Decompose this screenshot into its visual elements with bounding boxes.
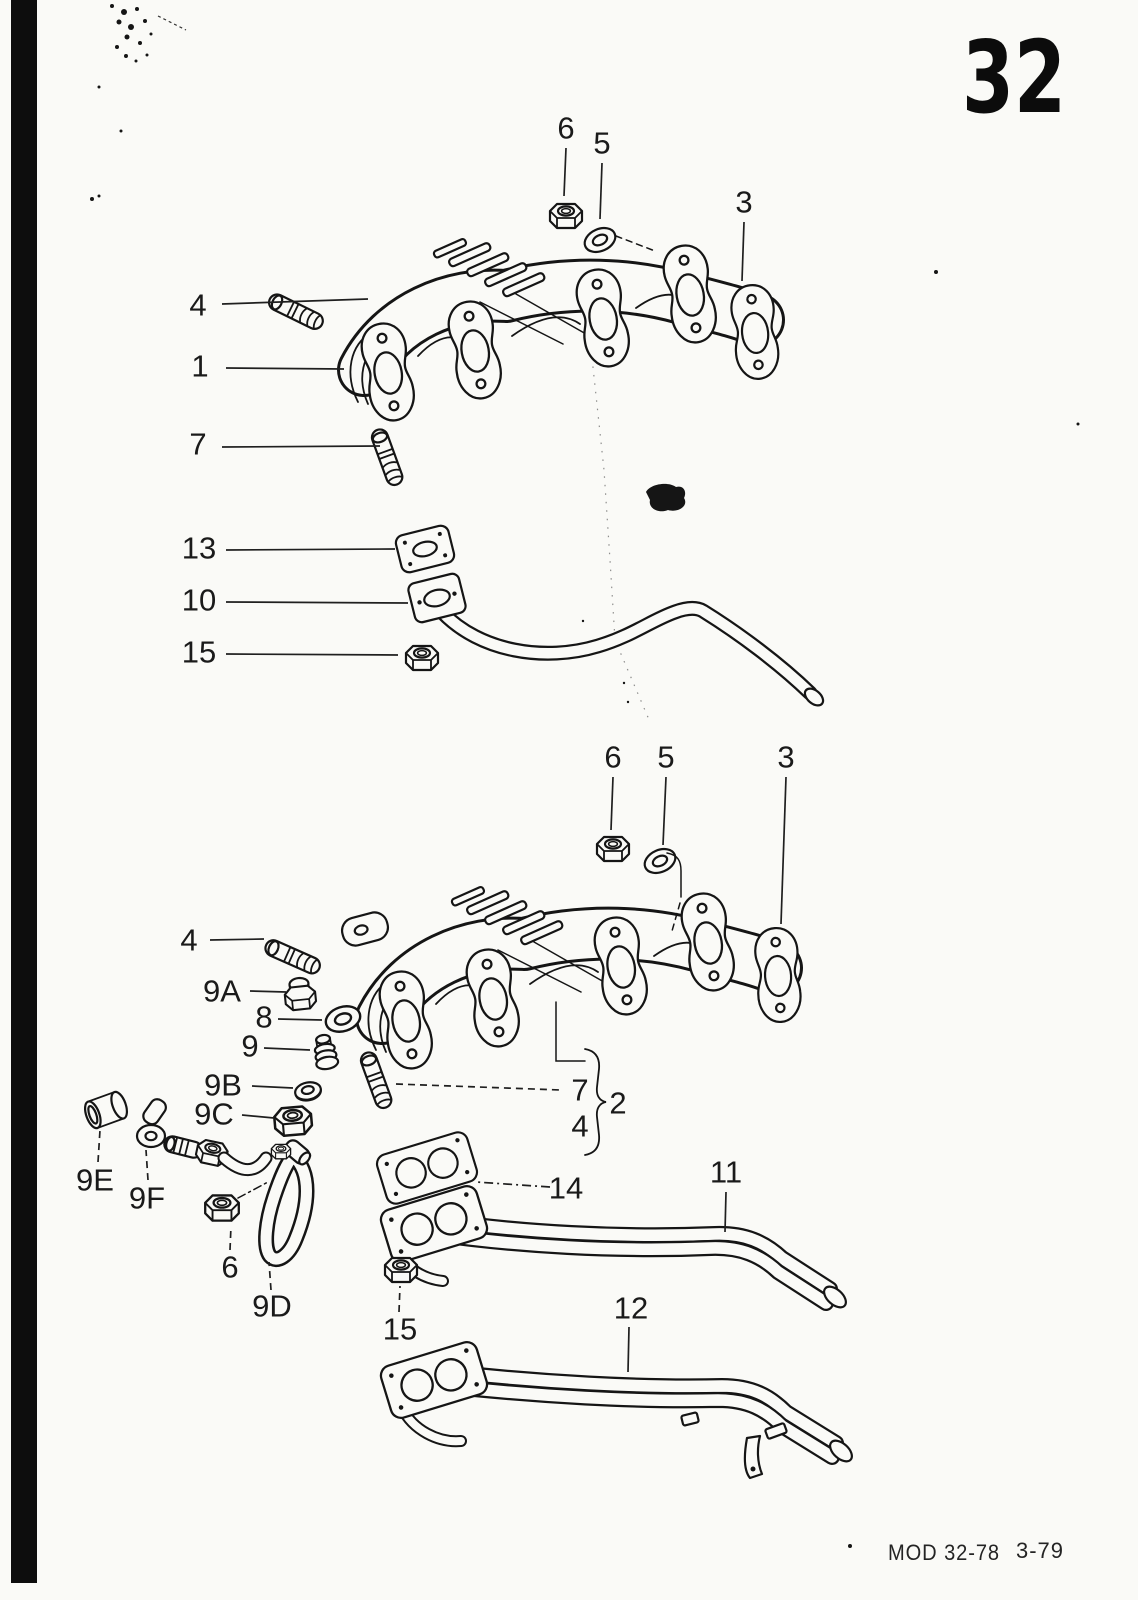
callout-label-1: 1 <box>191 348 209 384</box>
leader-line-9A <box>250 991 286 992</box>
leader-line-6 <box>564 148 566 196</box>
callout-label-3: 3 <box>735 184 753 220</box>
callout-label-9A: 9A <box>203 973 241 1009</box>
callout-label-3: 3 <box>777 739 795 775</box>
stud-7-lower <box>359 1050 394 1110</box>
hex-nut-6-lower <box>205 1195 239 1220</box>
gasket-13 <box>394 524 456 574</box>
callout-label-15: 15 <box>181 634 217 670</box>
callout-label-9B: 9B <box>204 1067 242 1103</box>
leader-line-9D <box>269 1262 271 1290</box>
leader-line-9C <box>242 1115 274 1118</box>
leader-line-9F <box>146 1150 148 1180</box>
seal-ring-9B <box>294 1080 323 1103</box>
leader-line-3 <box>742 222 744 281</box>
washer-5-upper <box>581 223 619 256</box>
front-pipe-12-group <box>378 1340 855 1478</box>
callout-label-9F: 9F <box>128 1180 166 1216</box>
leader-line-7 <box>396 1084 560 1090</box>
callout-label-15: 15 <box>382 1311 418 1347</box>
page-number: 32 <box>962 19 1066 136</box>
callout-label-5: 5 <box>657 739 675 775</box>
hanger-bracket <box>745 1436 762 1478</box>
stud-4-upper <box>266 292 325 332</box>
front-pipe-11-group <box>375 1130 850 1311</box>
leader-line-9E <box>98 1130 100 1162</box>
callout-label-14: 14 <box>548 1170 584 1206</box>
group-2-leader <box>556 1002 585 1061</box>
callout-label-4: 4 <box>180 922 198 958</box>
lower-manifold-assembly <box>263 837 802 1155</box>
callout-label-12: 12 <box>613 1290 649 1326</box>
hex-nut-9C <box>274 1106 313 1137</box>
callout-label-7: 7 <box>571 1072 589 1108</box>
callout-label-11: 11 <box>709 1154 743 1190</box>
leader-line-14 <box>476 1182 550 1187</box>
stud-7-upper <box>370 427 405 487</box>
hex-nut-15-upper <box>406 646 438 670</box>
leader-line-10 <box>226 602 408 603</box>
callout-label-9C: 9C <box>194 1096 234 1132</box>
callout-label-9: 9 <box>241 1028 259 1064</box>
callout-label-4: 4 <box>189 287 207 323</box>
pipe-clip <box>765 1423 787 1439</box>
gasket-3-lower <box>754 927 803 1024</box>
callout-label-8: 8 <box>255 999 273 1035</box>
callout-label-6: 6 <box>557 110 575 146</box>
hex-nut-15-lower <box>385 1258 417 1282</box>
leader-line-12 <box>628 1327 629 1372</box>
callout-label-13: 13 <box>181 530 217 566</box>
leader-line-4 <box>210 939 264 940</box>
footer-date-code: 3-79 <box>1016 1538 1064 1563</box>
hex-nut-6-upper <box>550 204 582 228</box>
footer-model-code: MOD 32-78 <box>888 1540 1000 1565</box>
ink-blot <box>646 484 685 511</box>
callout-label-9E: 9E <box>76 1162 114 1198</box>
pipe-clip-small <box>681 1412 699 1426</box>
leader-line-5 <box>663 777 666 845</box>
exhaust-manifold-1 <box>350 238 758 424</box>
pipe-12-flange <box>378 1340 489 1421</box>
leader-line-9B <box>252 1086 293 1088</box>
junction-nut <box>271 1144 290 1158</box>
scan-noise <box>11 0 1080 1583</box>
leader-line-6 <box>230 1226 231 1250</box>
elbow-9F <box>137 1096 169 1147</box>
callout-label-6: 6 <box>604 739 622 775</box>
sleeve-9E <box>82 1090 130 1130</box>
leader-line-6 <box>611 777 613 830</box>
callout-label-5: 5 <box>593 125 611 161</box>
leader-line-13 <box>226 549 395 550</box>
leader-line-15 <box>399 1286 400 1312</box>
fitting-9 <box>311 1033 339 1071</box>
upper-manifold-assembly <box>266 204 781 487</box>
callout-label-10: 10 <box>181 582 217 618</box>
manifold-tab <box>339 910 391 949</box>
leader-line-11 <box>725 1192 726 1232</box>
callout-label-7: 7 <box>189 426 207 462</box>
leader-line-3 <box>781 777 786 924</box>
leader-line-15 <box>226 654 398 655</box>
pipe-flange-10 <box>407 572 467 623</box>
scan-edge-bar <box>11 0 37 1583</box>
plug-9A <box>283 976 317 1010</box>
callout-label-9D: 9D <box>252 1288 292 1324</box>
hex-nut-6-mid <box>597 837 629 861</box>
leader-line-5 <box>600 163 602 219</box>
leader-line-1 <box>226 368 344 369</box>
stud-4-lower <box>263 938 322 976</box>
callout-label-4: 4 <box>571 1108 589 1144</box>
leader-line-9 <box>264 1048 310 1050</box>
callout-label-6: 6 <box>221 1249 239 1285</box>
callout-label-2: 2 <box>609 1085 627 1121</box>
washer-5-mid <box>641 844 679 877</box>
riser-pipe-group <box>394 524 826 709</box>
exhaust-manifold-2 <box>368 886 776 1072</box>
fold-line <box>592 358 650 722</box>
leader-line-7 <box>222 446 380 447</box>
leader-line-8 <box>278 1019 322 1020</box>
